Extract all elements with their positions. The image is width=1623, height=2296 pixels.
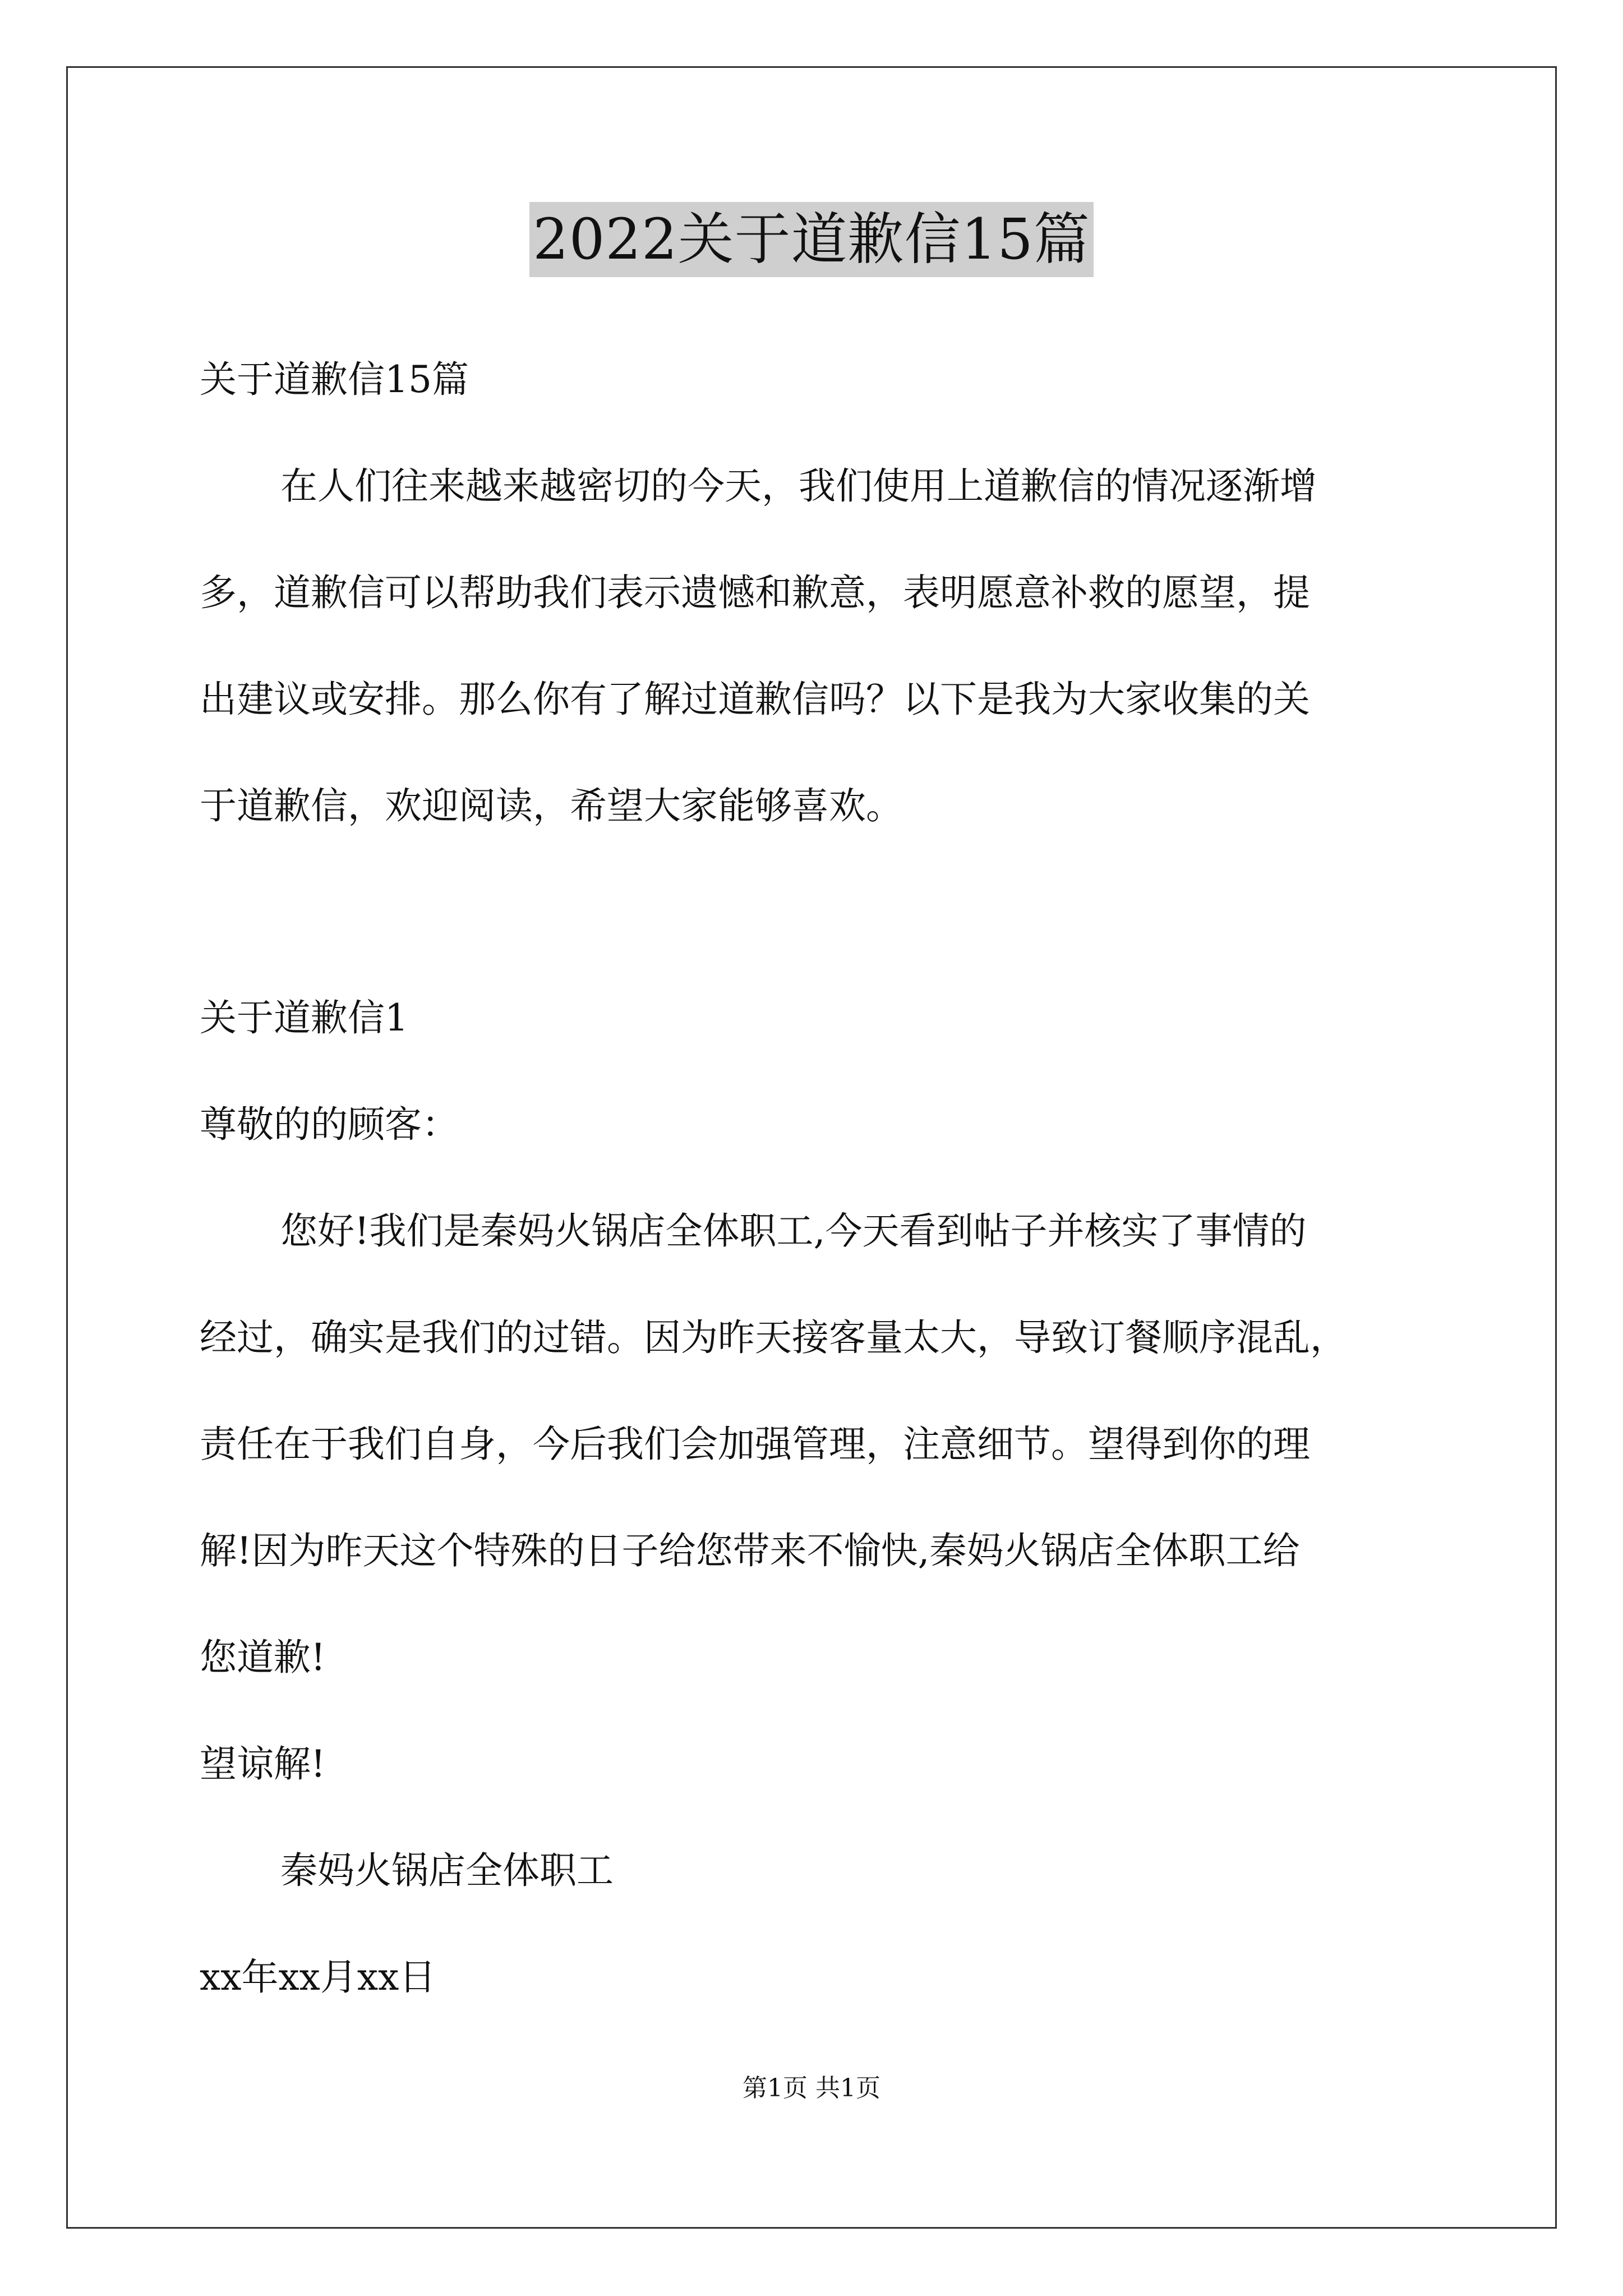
body-line-5: 您道歉! [200, 1636, 326, 1679]
intro-line-3: 出建议或安排。那么你有了解过道歉信吗？以下是我为大家收集的关 [200, 678, 1310, 721]
body-line-2: 经过，确实是我们的过错。因为昨天接客量太大，导致订餐顺序混乱， [200, 1316, 1347, 1359]
date-line: xx年xx月xx日 [200, 1955, 436, 1999]
closing-line: 望谅解! [200, 1742, 326, 1786]
body-line-4: 解!因为昨天这个特殊的日子给您带来不愉快,秦妈火锅店全体职工给 [200, 1529, 1300, 1572]
body-line-1: 您好!我们是秦妈火锅店全体职工,今天看到帖子并核实了事情的 [280, 1209, 1307, 1253]
body-line-3: 责任在于我们自身，今后我们会加强管理，注意细节。望得到你的理 [200, 1423, 1310, 1466]
document-subtitle: 关于道歉信15篇 [200, 358, 469, 401]
signature: 秦妈火锅店全体职工 [280, 1849, 614, 1892]
document-title: 2022关于道歉信15篇 [529, 202, 1094, 277]
page-footer: 第1页 共1页 [743, 2074, 880, 2102]
section-heading: 关于道歉信1 [200, 996, 408, 1039]
intro-line-4: 于道歉信，欢迎阅读，希望大家能够喜欢。 [200, 784, 903, 827]
intro-line-2: 多，道歉信可以帮助我们表示遗憾和歉意，表明愿意补救的愿望，提 [200, 571, 1310, 614]
intro-line-1: 在人们往来越来越密切的今天，我们使用上道歉信的情况逐渐增 [280, 464, 1317, 508]
salutation: 尊敬的的顾客： [200, 1103, 459, 1146]
title-container [0, 202, 1623, 277]
